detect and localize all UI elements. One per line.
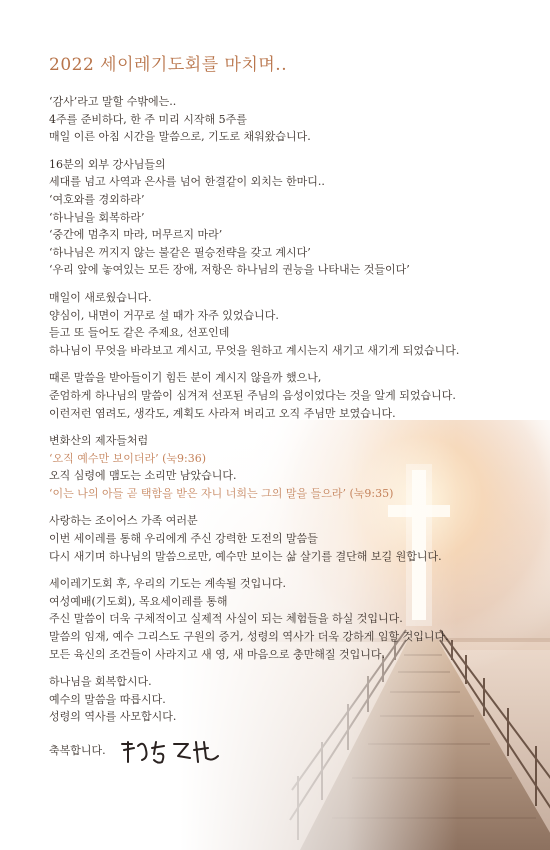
letter-line: 하나님을 회복합시다. [49, 675, 152, 689]
letter-line: 16분의 외부 강사님들의 [49, 157, 166, 171]
letter-line: 세이레기도회 후, 우리의 기도는 계속될 것입니다. [49, 577, 286, 591]
letter-line: 세대를 넘고 사역과 은사를 넘어 한결같이 외치는 한마디.. [49, 175, 325, 189]
scripture-quote-line: ‘오직 예수만 보이더라’ (눅9:36) [49, 451, 207, 465]
letter-line: ‘중간에 멈추지 마라, 머무르지 마라’ [49, 228, 223, 242]
letter-title: 2022 세이레기도회를 마치며.. [49, 55, 288, 75]
scripture-quote-line: ‘이는 나의 아들 곧 택함을 받은 자니 너희는 그의 말을 들으라’ (눅9:35) [49, 486, 394, 500]
letter-line: ‘하나님을 회복하라’ [49, 210, 145, 224]
letter-paragraph [49, 156, 519, 279]
letter-line: 오직 심령에 맴도는 소리만 남았습니다. [49, 469, 237, 483]
letter-paragraph [49, 673, 519, 726]
letter-line: 다시 새기며 하나님의 말씀으로만, 예수만 보이는 삶 살기를 결단해 보길 원합니다. [49, 549, 442, 563]
letter-line: 때론 말씀을 받아들이기 힘든 분이 계시지 않을까 했으나, [49, 371, 322, 385]
letter-line: 사랑하는 조이어스 가족 여러분 [49, 514, 198, 528]
letter-line: 예수의 말씀을 따릅시다. [49, 692, 166, 706]
closing-text: 축복합니다. [49, 744, 106, 758]
letter-line: 하나님이 무엇을 바라보고 계시고, 무엇을 원하고 계시는지 새기고 새기게 되었습니다. [49, 343, 460, 357]
letter-line: ‘우리 앞에 놓여있는 모든 장애, 저항은 하나님의 권능을 나타내는 것들이다’ [49, 263, 410, 277]
letter-line: 말씀의 임재, 예수 그리스도 구원의 증거, 성령의 역사가 더욱 강하게 임할 것입니다. [49, 630, 449, 644]
letter-paragraph [49, 93, 519, 146]
letter-body [49, 93, 519, 766]
letter-line: ‘여호와를 경외하라’ [49, 192, 145, 206]
handwritten-signature [118, 736, 238, 766]
letter-paragraph [49, 512, 519, 565]
letter-line: 이런저런 염려도, 생각도, 계획도 사라져 버리고 오직 주님만 보였습니다. [49, 406, 396, 420]
letter-paragraph [49, 289, 519, 359]
letter-paragraph [49, 575, 519, 663]
letter-line: 매일 이른 아침 시간을 말씀으로, 기도로 채워왔습니다. [49, 130, 311, 144]
letter-line: 이번 세이레를 통해 우리에게 주신 강력한 도전의 말씀들 [49, 532, 318, 546]
letter-line: 준엄하게 하나님의 말씀이 심겨져 선포된 주님의 음성이었다는 것을 알게 되었습니다. [49, 388, 456, 402]
letter-line: 매일이 새로웠습니다. [49, 290, 152, 304]
letter-paragraph [49, 369, 519, 422]
closing-signature-row [49, 736, 519, 766]
letter-line: 주신 말씀이 더욱 구체적이고 실제적 사실이 되는 체험들을 하실 것입니다. [49, 612, 403, 626]
letter-line: 여성예배(기도회), 목요세이레를 통해 [49, 594, 228, 608]
letter-line: ‘감사’라고 말할 수밖에는.. [49, 95, 177, 108]
letter-line: 듣고 또 들어도 같은 주제요, 선포인데 [49, 326, 230, 340]
letter-line: 4주를 준비하다, 한 주 미리 시작해 5주를 [49, 112, 247, 126]
letter-line: 성령의 역사를 사모합시다. [49, 710, 177, 724]
letter-line: ‘하나님은 꺼지지 않는 불같은 필승전략을 갖고 계시다’ [49, 245, 311, 259]
letter-line: 변화산의 제자들처럼 [49, 434, 149, 448]
letter-paragraph [49, 432, 519, 502]
letter-line: 양심이, 내면이 거꾸로 설 때가 자주 있었습니다. [49, 308, 279, 322]
letter-line: 모든 육신의 조건들이 사라지고 새 영, 새 마음으로 충만해질 것입니다. [49, 647, 385, 661]
